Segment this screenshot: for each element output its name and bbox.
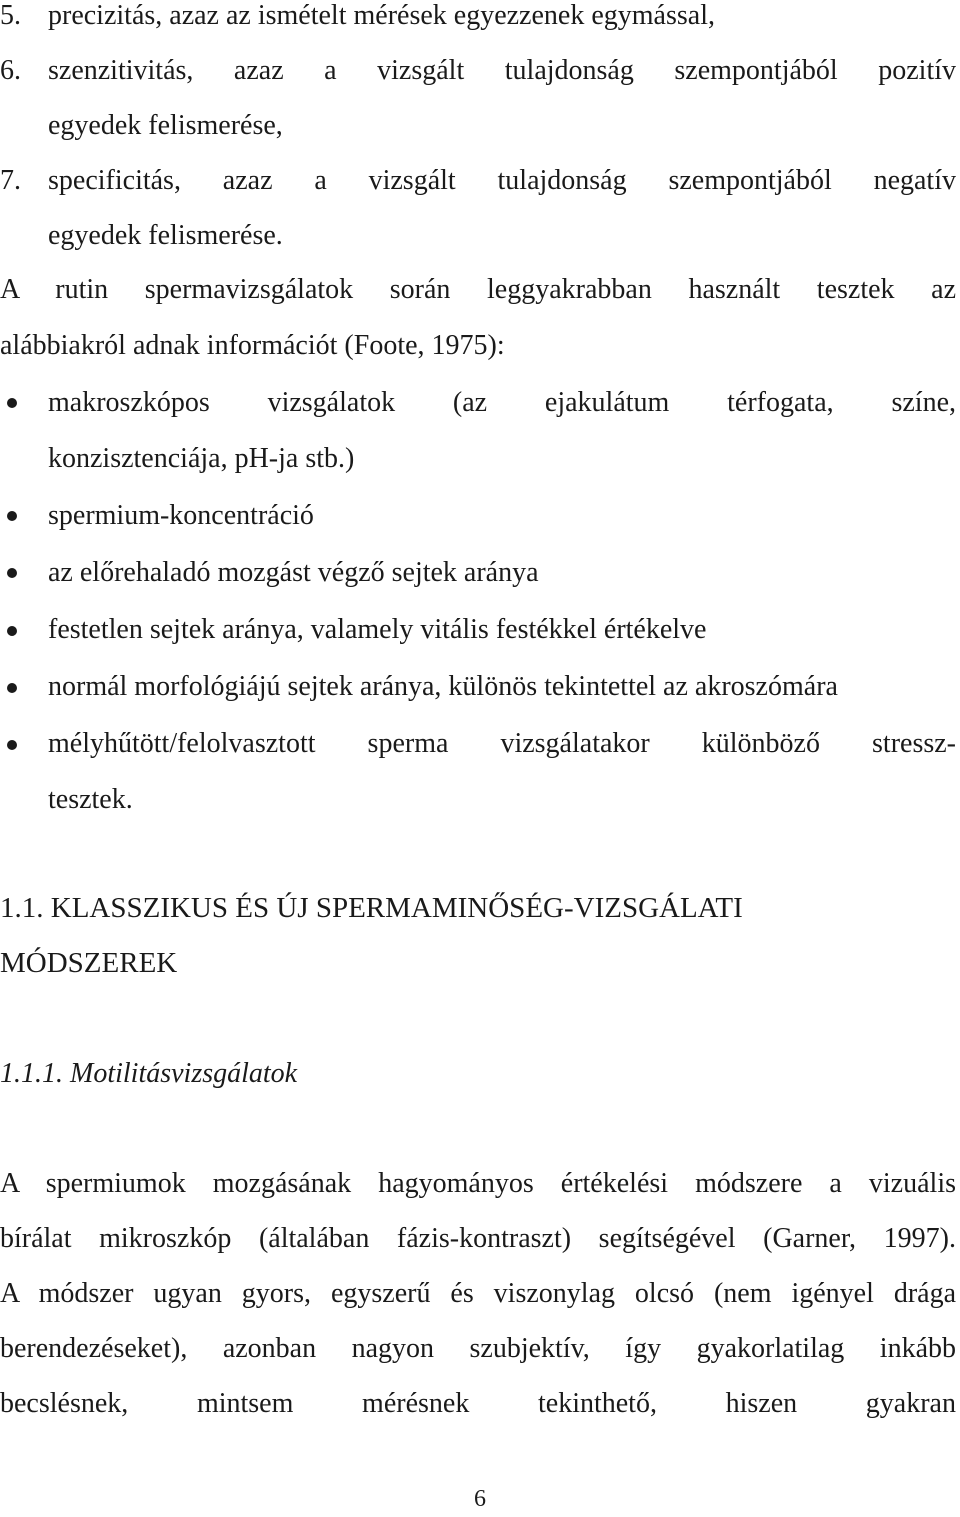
bullet-icon bbox=[7, 511, 17, 521]
list-item bbox=[0, 161, 956, 201]
paragraph-line: alábbiakról adnak információt (Foote, 1975): bbox=[0, 330, 505, 361]
bullet-icon bbox=[7, 398, 17, 408]
list-number: 6. bbox=[0, 55, 21, 86]
paragraph-line: bírálat mikroszkóp (általában fázis-kontraszt) segítségével (Garner, 1997). bbox=[0, 1223, 956, 1254]
bullet-item-text: mélyhűtött/felolvasztott sperma vizsgálatakor különböző stressz- bbox=[48, 728, 956, 759]
list-item-text: specificitás, azaz a vizsgált tulajdonság szempontjából negatív bbox=[48, 165, 956, 196]
subsection-heading: 1.1.1. Motilitásvizsgálatok bbox=[0, 1058, 298, 1089]
bullet-item-continuation: konzisztenciája, pH-ja stb.) bbox=[48, 443, 355, 474]
list-number: 5. bbox=[0, 0, 21, 31]
list-item bbox=[0, 0, 956, 36]
bullet-icon bbox=[7, 626, 17, 636]
paragraph-line: becslésnek, mintsem mérésnek tekinthető, hiszen gyakran bbox=[0, 1388, 956, 1419]
bullet-item-text: normál morfológiájú sejtek aránya, különös tekintettel az akroszómára bbox=[48, 671, 838, 702]
bullet-icon bbox=[7, 740, 17, 750]
list-item bbox=[0, 51, 956, 91]
heading-line: MÓDSZEREK bbox=[0, 947, 178, 979]
list-item-continuation: egyedek felismerése. bbox=[48, 220, 283, 251]
paragraph-line: A módszer ugyan gyors, egyszerű és viszonylag olcsó (nem igényel drága bbox=[0, 1278, 956, 1309]
page-number: 6 bbox=[474, 1486, 486, 1512]
bullet-item-text: makroszkópos vizsgálatok (az ejakulátum térfogata, színe, bbox=[48, 387, 956, 418]
bullet-item-text: spermium-koncentráció bbox=[48, 500, 314, 531]
paragraph-line: A spermiumok mozgásának hagyományos értékelési módszere a vizuális bbox=[0, 1168, 956, 1199]
list-number: 7. bbox=[0, 165, 21, 196]
paragraph-line: A rutin spermavizsgálatok során leggyakrabban használt tesztek az bbox=[0, 274, 956, 305]
paragraph-line: berendezéseket), azonban nagyon szubjektív, így gyakorlatilag inkább bbox=[0, 1333, 956, 1364]
bullet-icon bbox=[7, 683, 17, 693]
bullet-icon bbox=[7, 568, 17, 578]
bullet-item-text: festetlen sejtek aránya, valamely vitális festékkel értékelve bbox=[48, 614, 707, 645]
bullet-item-continuation: tesztek. bbox=[48, 784, 133, 815]
list-item-text: szenzitivitás, azaz a vizsgált tulajdonság szempontjából pozitív bbox=[48, 55, 956, 86]
heading-line: 1.1. KLASSZIKUS ÉS ÚJ SPERMAMINŐSÉG-VIZSGÁLATI bbox=[0, 892, 743, 924]
bullet-item-text: az előrehaladó mozgást végző sejtek aránya bbox=[48, 557, 539, 588]
list-item-text: precizitás, azaz az ismételt mérések egyezzenek egymással, bbox=[48, 0, 715, 31]
list-item-continuation: egyedek felismerése, bbox=[48, 110, 283, 141]
